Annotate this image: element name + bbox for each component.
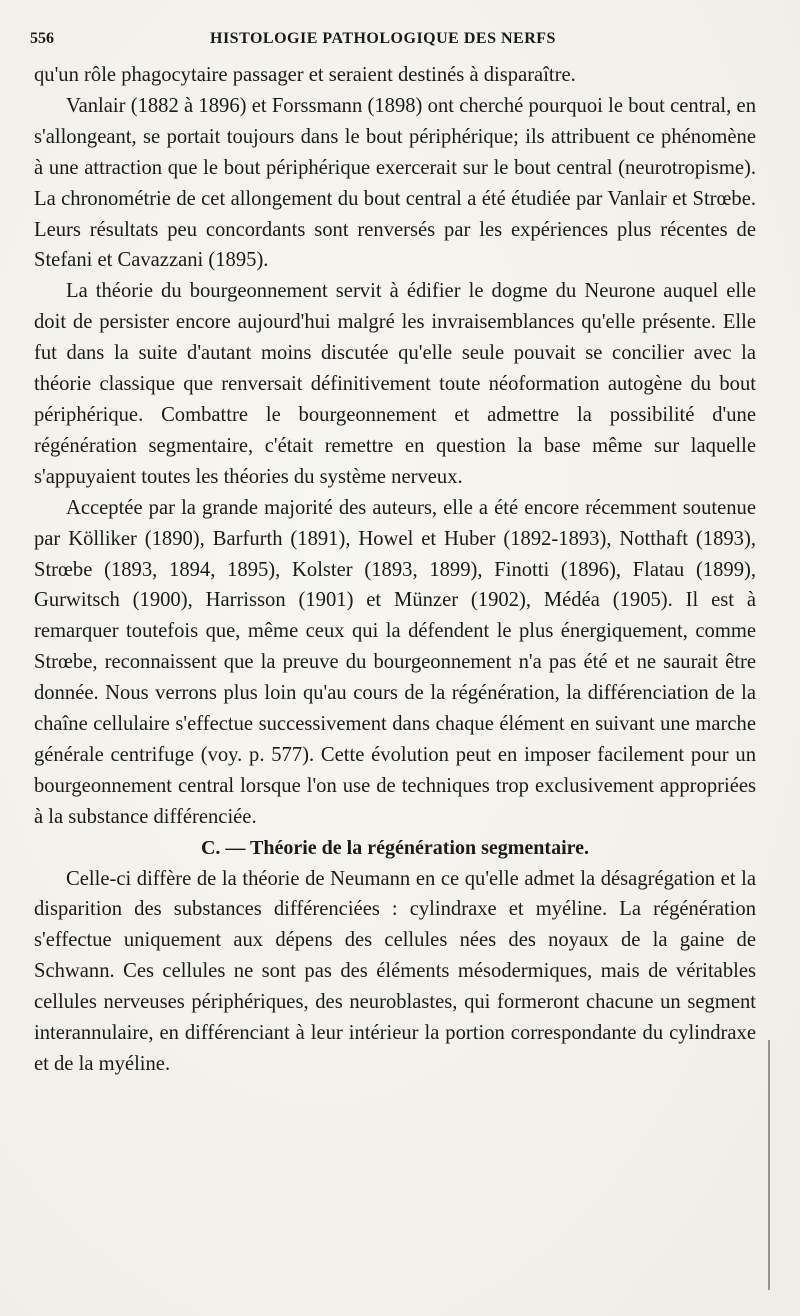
paragraph-regeneration-segmentaire: Celle-ci diffère de la théorie de Neumann en ce qu'elle admet la désagrégation et la disparition des substances différenciées : cylindraxe et myéline. La régénération s'effectue uniquement aux dépens des cellules nées des noyaux de la gaine de Schwann. Ces cellules ne sont pas des éléments mésodermiques, mais de véritables cellules nerveuses périphériques, des neuroblastes, qui formeront chacune un segment interannulaire, en différenciant à leur intérieur la portion correspondante du cylindraxe et de la myéline. bbox=[34, 867, 756, 1075]
paragraph-auteurs: Acceptée par la grande majorité des auteurs, elle a été encore récemment soutenue par Kölliker (1890), Barfurth (1891), Howel et Huber (1892-1893), Notthaft (1893), Strœbe (1893, 1894, 1895), Kolster (1893, 1899), Finotti (1896), Flatau (1899), Gurwitsch (1900), Harrisson (1901) et Münzer (1902), Médéa (1905). Il est à remarquer toutefois que, même ceux qui la défendent le plus énergiquement, comme Strœbe, reconnaissent que la preuve du bourgeonnement n'a pas été et ne saurait être donnée. Nous verrons plus loin qu'au cours de la régénération, la différenciation de la chaîne cellulaire s'effectue successivement dans chaque élément en suivant une marche générale centrifuge (voy. p. 577). Cette évolution peut en imposer facilement pour un bourgeonnement central lorsque l'on use de techniques trop exclusivement appropriées à la substance différenciée. bbox=[34, 496, 756, 828]
paragraph-neurotropisme: Vanlair (1882 à 1896) et Forssmann (1898) ont cherché pourquoi le bout central, en s'allongeant, se portait toujours dans le bout périphérique; ils attribuent ce phénomène à une attraction que le bout périphérique exercerait sur le bout central (neurotropisme). La chronométrie de cet allongement du bout central a été étudiée par Vanlair et Strœbe. Leurs résultats peu concordants sont renversés par les expériences plus récentes de Stefani et Cavazzani (1895). bbox=[34, 94, 756, 272]
body-text bbox=[34, 60, 756, 1080]
section-heading: C. — Théorie de la régénération segmentaire. bbox=[200, 836, 590, 859]
paragraph-continuation: qu'un rôle phagocytaire passager et seraient destinés à disparaître. bbox=[34, 64, 576, 86]
page-header bbox=[30, 26, 770, 56]
margin-rule bbox=[768, 1040, 770, 1290]
page-number: 556 bbox=[30, 30, 54, 47]
running-head: HISTOLOGIE PATHOLOGIQUE DES NERFS bbox=[210, 30, 556, 47]
paragraph-bourgeonnement: La théorie du bourgeonnement servit à édifier le dogme du Neurone auquel elle doit de persister encore aujourd'hui malgré les invraisemblances qu'elle présente. Elle fut dans la suite d'autant moins discutée qu'elle seule pouvait se concilier avec la théorie classique que renversait définitivement toute néoformation autogène du bout périphérique. Combattre le bourgeonnement et admettre la possibilité d'une régénération segmentaire, c'était remettre en question la base même sur laquelle s'appuyaient toutes les théories du système nerveux. bbox=[34, 280, 756, 488]
